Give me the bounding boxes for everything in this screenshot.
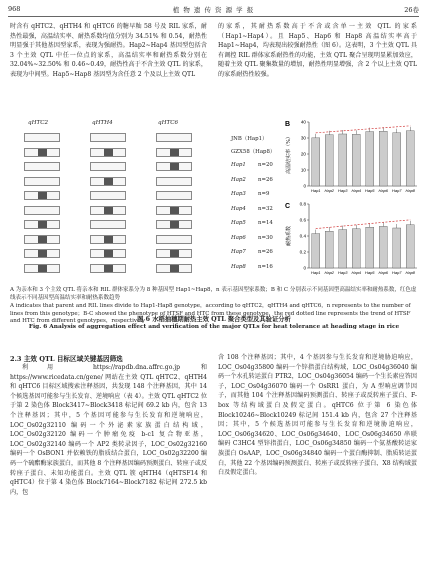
x-tick-label: Hap3	[337, 188, 348, 193]
locus-block	[170, 207, 179, 214]
y-tick-label: 0.6	[299, 217, 306, 223]
caption-en: A indicates that parent and RIL lines divide to Hap1-Hap8 genotype，according to qHTC2，qHTH4 and qHTC6，n represents to the number of lines from this genotype；B-C showed the phenotype of HTSF and HTC from these genotype，the red dotted line represents the trend of HTSF and HTC from different genotypes，respectively	[10, 303, 411, 325]
haplotype-count: n=30	[258, 234, 273, 241]
locus-lane	[24, 264, 60, 273]
locus-lane	[90, 220, 126, 229]
x-tick-label: Hap2	[324, 188, 335, 193]
locus-lane	[90, 249, 126, 258]
locus-lane	[156, 206, 192, 215]
section-title: 2.3 主效 QTL 目标区域关键基因筛选	[10, 355, 123, 363]
axis-label: 高温结实率（%）	[286, 134, 292, 174]
body-right-bottom	[218, 353, 417, 571]
locus-lane	[156, 220, 192, 229]
locus-lane	[156, 235, 192, 244]
paragraph: 的家系，其耐热系数高于不含或含单一主效 QTL 的家系（Hap1~Hap4）。且 Hap5、Hap6 和 Hap8 高温结实率高于 Hap1~Hap4，均表现出较强耐热性（图 6）。这表明，3 个主效 QTL 具有调控 RIL 群体家系耐热性的功能，主效 QTL 聚合呈现明显累加效应，随着主效 QTL 聚集数量的增加，耐热性明显增强，含 2 个以上主效 QTL 的家系耐热性较强。	[218, 23, 417, 78]
locus-block	[38, 192, 47, 199]
locus-lane	[156, 133, 192, 142]
caption-zh: A 为亲本和 3 个主效 QTL 将亲本和 RIL 群体家系分为 8 种基因型 Hap1~Hap8，n 表示基因型家系数；B 和 C 分别表示不同基因型高温结实率和耐热系数，红色虚线表示不同基因型高温结实率和耐热系数趋势	[10, 287, 417, 301]
locus-lane	[90, 133, 126, 142]
haplotype-name: Hap8	[231, 263, 246, 270]
y-tick-label: 20	[300, 151, 306, 157]
paragraph: 时含有 qHTC2、qHTH4 和 qHTC6 的糖早籼 58 号及 RIL 家系，耐热性最强，高温结实率、耐热系数均值分别为 34.51% 和 0.54，耐热性明显强于其他基因型家系，表现为强耐热。Hap2~Hap4 基因型包括含 3 个主效 QTL 中任一位点的家系，高温结实率和耐热系数分别在 32.04%~32.50% 和 0.46~0.49，耐热性高于不含主效 QTL 的家系，表现为中间型。Hap5~Hap8 基因型为含任意 2 个及以上主效 QTL	[10, 23, 207, 78]
locus-block	[170, 250, 179, 257]
locus-block	[104, 207, 113, 214]
x-tick-label: Hap4	[351, 270, 362, 275]
haplotype-count: n=26	[258, 176, 273, 183]
locus-lane	[24, 249, 60, 258]
locus-lane	[90, 206, 126, 215]
locus-lane	[156, 162, 192, 171]
haplotype-count: n=9	[258, 191, 270, 197]
y-tick-label: 0	[303, 265, 306, 271]
locus-block	[170, 265, 179, 272]
haplotype-name: Hap3	[231, 191, 246, 197]
y-tick-label: 0.4	[299, 233, 306, 239]
paragraph: 利用 https://rapdb.dna.affrc.go.jp 和 https://www.ricedata.cn/gene/ 网站在主效 QTL qHTC2、qHTH4 和 qHTC6 目标区域搜索注释基因，共发现 148 个注释基因，其中 14 个候选基因可能参与生长发育、逆境响应（表 4）。主效 QTL qHTC2 位于第 2 染色体 Block3417~Block3418 标记间 69.2 kb 内，包含 13 个注释基因；其中，5 个基因可能参与生长发育和逆境响应，LOC_Os02g32110 编码一个外泌素家族蛋白结构域，LOC_Os02g32120 编码一个肿瘤免疫 b-c1 复合物亚基，LOC_Os02g32140 编码一个 AP2 类转录因子，LOC_Os02g32160 编码一个 OsBON1 并依赖铁的脂质结合蛋白，LOC_Os02g32200 编码一个硫酯酶家族蛋白，而其他 8 个注释基因编码预测蛋白、转座子或反转座子蛋白、未知功能蛋白。主效 QTL 簇 qHTH4（qHTSF14 和 qHTC4）位于第 4 染色体 Block7164~Block7182 标记间 272.5 kb 内，包	[10, 364, 207, 496]
haplotype-name: Hap1	[231, 162, 246, 168]
locus-block	[104, 178, 113, 185]
haplotype-count: n=20	[258, 162, 273, 168]
locus-block	[104, 149, 113, 156]
y-tick-label: 30	[300, 135, 306, 141]
bar	[366, 132, 374, 186]
lane-header-qhtc6: qHTC6	[158, 120, 179, 126]
locus-lane	[24, 133, 60, 142]
locus-block	[38, 236, 47, 243]
trend-line	[316, 126, 411, 133]
haplotype-count: n=32	[258, 205, 273, 212]
locus-block	[104, 236, 113, 243]
x-tick-label: Hap2	[324, 270, 335, 275]
x-tick-label: Hap3	[337, 270, 348, 275]
locus-lane	[24, 162, 60, 171]
locus-lane	[90, 148, 126, 157]
lane-header-qhtc2: qHTC2	[28, 120, 49, 126]
bar-charts	[283, 116, 423, 284]
parent-label-jnb: JNB（Hap1）	[231, 136, 268, 142]
body-left-top	[10, 22, 207, 112]
locus-block	[104, 250, 113, 257]
bar	[339, 230, 347, 268]
bar	[393, 228, 401, 268]
x-tick-label: Hap7	[391, 270, 402, 275]
y-tick-label: 0.2	[299, 249, 306, 255]
bar	[312, 138, 320, 186]
locus-block	[104, 265, 113, 272]
locus-block	[38, 149, 47, 156]
body-right-top	[218, 22, 417, 112]
bar	[379, 226, 387, 268]
paragraph: 含 108 个注释基因；其中，4 个基因参与生长发育和逆境胁迫响应，LOC_Os04g35800 编码一个锌指蛋白结构域，LOC_Os04g36040 编码一个水孔转运蛋白 PTR2，LOC_Os04g36054 编码一个生长素应答因子，LOC_Os04g36070 编码一个 OsRR1 蛋白，为 A 型响应调节因子，而其他 104 个注释基因编码预测蛋白、转座子或反转座子蛋白、F-box 等结构域蛋白及假定蛋白。qHTC6 位于第 6 染色体 Block10246~Block10249 标记间 151.4 kb 内，包含 27 个注释基因；其中，5 个候选基因可能参与生长发育和逆境胁迫响应，LOC_Os06g34620、LOC_Os06g34640、LOC_Os06g34650 串联编码 C3HC4 型锌指蛋白，LOC_Os06g34850 编码一个氨基酸转运家族蛋白 OsAAP，LOC_Os06g34840 编码一个蛋白酶抑制、脂质转运蛋白，其他 22 个基因编码预测蛋白、转座子或反转座子蛋白、X8 结构域蛋白及假定蛋白。	[218, 354, 417, 477]
locus-lane	[156, 177, 192, 186]
page-header	[8, 4, 419, 17]
trend-line	[316, 220, 411, 229]
x-tick-label: Hap7	[391, 188, 402, 193]
body-left-bottom	[10, 363, 207, 571]
bar	[406, 225, 414, 268]
lane-header-qhth4: qHTH4	[92, 120, 113, 126]
haplotype-name: Hap6	[231, 234, 246, 241]
y-tick-label: 40	[300, 119, 306, 125]
locus-block	[170, 221, 179, 228]
bar	[352, 229, 360, 268]
locus-lane	[90, 162, 126, 171]
figure-title-zh: 图 6 水稻抽穗期耐热主效 QTL 聚合类型及其验证分析	[137, 316, 291, 323]
bar	[325, 135, 333, 186]
haplotype-name: Hap7	[231, 249, 246, 255]
bar	[352, 134, 360, 186]
locus-lane	[156, 264, 192, 273]
bar	[339, 134, 347, 186]
locus-block	[170, 163, 179, 170]
locus-lane	[24, 235, 60, 244]
locus-lane	[24, 206, 60, 215]
x-tick-label: Hap6	[378, 270, 389, 275]
y-tick-label: 0	[303, 183, 306, 189]
locus-lane	[24, 177, 60, 186]
locus-lane	[90, 177, 126, 186]
parent-label-gzx58: GZX58（Hap8）	[231, 149, 276, 155]
x-tick-label: Hap1	[310, 188, 321, 193]
locus-lane	[24, 191, 60, 200]
x-tick-label: Hap5	[364, 188, 375, 193]
locus-lane	[156, 191, 192, 200]
locus-lane	[90, 191, 126, 200]
x-tick-label: Hap8	[405, 270, 416, 275]
locus-lane	[156, 249, 192, 258]
axis-label: 耐热系数	[286, 225, 292, 247]
page-number: 968	[8, 5, 21, 13]
x-tick-label: Hap1	[310, 270, 321, 275]
locus-lane	[156, 148, 192, 157]
figure-title-en: Fig. 6 Analysis of aggregation effect and verification of the major QTLs for heat tolerance at heading stage in rice	[28, 324, 400, 330]
panel-label: C	[285, 203, 291, 210]
locus-lane	[24, 220, 60, 229]
y-tick-label: 10	[300, 167, 306, 173]
x-tick-label: Hap6	[378, 188, 389, 193]
locus-lane	[90, 235, 126, 244]
haplotype-name: Hap2	[231, 176, 246, 183]
bar	[366, 227, 374, 268]
haplotype-count: n=16	[258, 263, 273, 270]
x-tick-label: Hap5	[364, 270, 375, 275]
bar	[325, 231, 333, 268]
bar	[312, 234, 320, 268]
bar	[406, 131, 414, 186]
x-tick-label: Hap4	[351, 188, 362, 193]
locus-block	[38, 250, 47, 257]
panel-label: B	[285, 121, 291, 128]
y-tick-label: 0.8	[299, 201, 306, 207]
haplotype-name: Hap4	[231, 205, 246, 212]
bar	[393, 133, 401, 186]
bar	[379, 131, 387, 186]
locus-block	[170, 149, 179, 156]
volume-label: 26卷	[404, 6, 419, 14]
haplotype-count: n=14	[258, 220, 273, 226]
haplotype-count: n=26	[258, 249, 273, 255]
haplotype-name: Hap5	[231, 220, 246, 226]
journal-name: 植 物 遗 传 资 源 学 报	[172, 6, 255, 14]
locus-lane	[90, 264, 126, 273]
locus-lane	[24, 148, 60, 157]
locus-block	[38, 221, 47, 228]
locus-block	[38, 265, 47, 272]
x-tick-label: Hap8	[405, 188, 416, 193]
